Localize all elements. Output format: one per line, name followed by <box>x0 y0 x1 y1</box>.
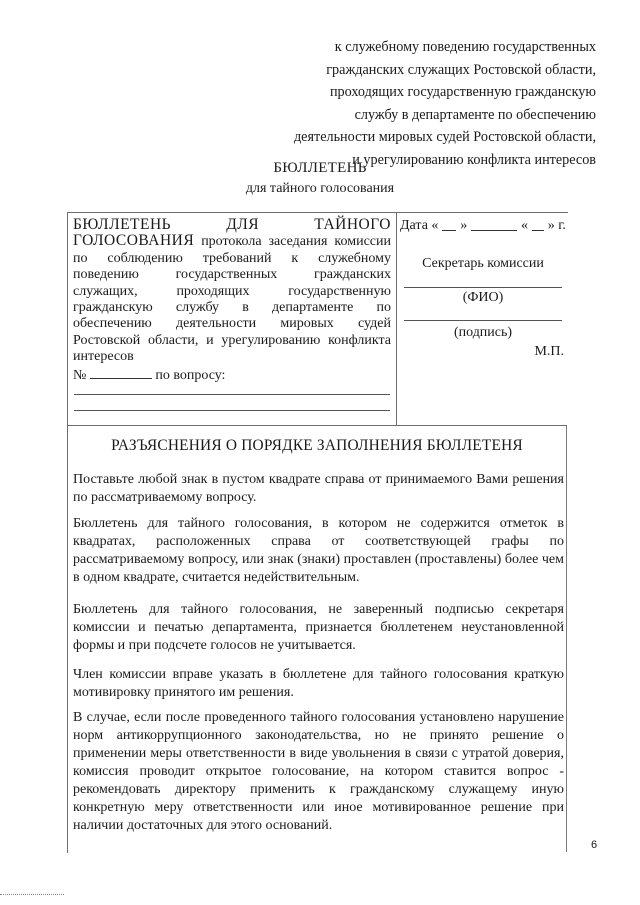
month-blank[interactable] <box>471 218 517 231</box>
question-line[interactable] <box>74 394 390 395</box>
number-sign: № <box>73 367 87 383</box>
lead-word: ТАЙНОГО <box>314 216 391 233</box>
date-quote: » <box>460 218 468 233</box>
date-row <box>400 218 566 234</box>
ballot-text: протокола заседания комиссии по соблюдению требований к служебному поведению государственных гражданских служащих, проходящих государственную гражданскую службу в департаменте по обеспечению деятельности мировых судей Ростовской области, и урегулированию конфликта интересов <box>73 234 391 365</box>
document-title: БЮЛЛЕТЕНЬ <box>273 160 367 176</box>
explanation-paragraph: Поставьте любой знак в пустом квадрате справа от принимаемого Вами решения по рассматриваемому вопросу. <box>73 472 564 505</box>
date-quote: « <box>520 218 528 233</box>
secretary-label: Секретарь комиссии <box>422 256 544 271</box>
day-blank[interactable] <box>442 218 456 231</box>
signature-line[interactable] <box>404 320 562 321</box>
lead-word: ДЛЯ <box>226 216 260 233</box>
explanation-paragraph: Член комиссии вправе указать в бюллетене для тайного голосования краткую мотивировку принятого им решения. <box>73 667 564 700</box>
date-year-suffix: » г. <box>547 218 566 233</box>
signature-caption: (подпись) <box>453 325 513 340</box>
fio-caption: (ФИО) <box>462 290 504 305</box>
stamp-label: М.П. <box>534 344 564 359</box>
explanation-paragraph: Бюллетень для тайного голосования, в котором не содержится отметок в квадратах, расположенных справа от соответствующей графы по рассматриваемому вопросу, или знак (знаки) проставлен (проставлены) более чем в одном квадрате, считается недействительным. <box>73 516 564 585</box>
explanation-paragraph: Бюллетень для тайного голосования, не заверенный подписью секретаря комиссии и печатью департамента, признается бюллетенем неустановленной формы и при подсчете голосов не учитывается. <box>73 602 564 653</box>
header-line: проходящих государственную гражданскую <box>329 84 596 101</box>
section-divider <box>67 425 567 426</box>
question-line[interactable] <box>74 410 390 411</box>
question-number-row <box>73 366 391 384</box>
lead-word: ГОЛОСОВАНИЯ <box>73 232 195 250</box>
header-line: службу в департаменте по обеспечению <box>354 106 596 123</box>
header-line: деятельности мировых судей Ростовской области, <box>293 129 596 146</box>
ballot-lead-line <box>73 217 391 233</box>
footer-rule <box>0 894 64 895</box>
ballot-body <box>73 233 391 365</box>
page-number: 6 <box>591 839 598 851</box>
date-label: Дата « <box>400 218 439 233</box>
frame-right-edge <box>566 426 567 852</box>
number-blank[interactable] <box>90 366 152 379</box>
document-subtitle: для тайного голосования <box>245 181 395 196</box>
ballot-description <box>73 217 391 384</box>
header-line: гражданских служащих Ростовской области, <box>326 61 596 78</box>
explanation-title: РАЗЪЯСНЕНИЯ О ПОРЯДКЕ ЗАПОЛНЕНИЯ БЮЛЛЕТЕНЯ <box>111 437 523 454</box>
name-line[interactable] <box>404 287 562 288</box>
explanation-paragraph: В случае, если после проведенного тайного голосования установлено нарушение норм антикоррупционного законодательства, но не принято решение о применении меры ответственности в виде увольнения в связи с утратой доверия, комиссия проводит открытое голосование, на котором ставится вопрос - рекомендовать директору применить к гражданскому служащему иную конкретную меру ответственности или иное мотивированное решение при наличии достаточных для этого оснований. <box>73 710 564 833</box>
question-label: по вопросу: <box>151 367 226 383</box>
year-blank[interactable] <box>532 218 544 231</box>
column-divider <box>396 212 397 426</box>
header-line: к служебному поведению государственных <box>334 39 596 55</box>
document-header <box>176 36 596 172</box>
lead-word: БЮЛЛЕТЕНЬ <box>73 216 172 233</box>
header-line: и урегулированию конфликта интересов <box>352 151 596 168</box>
signature-block <box>400 218 566 359</box>
